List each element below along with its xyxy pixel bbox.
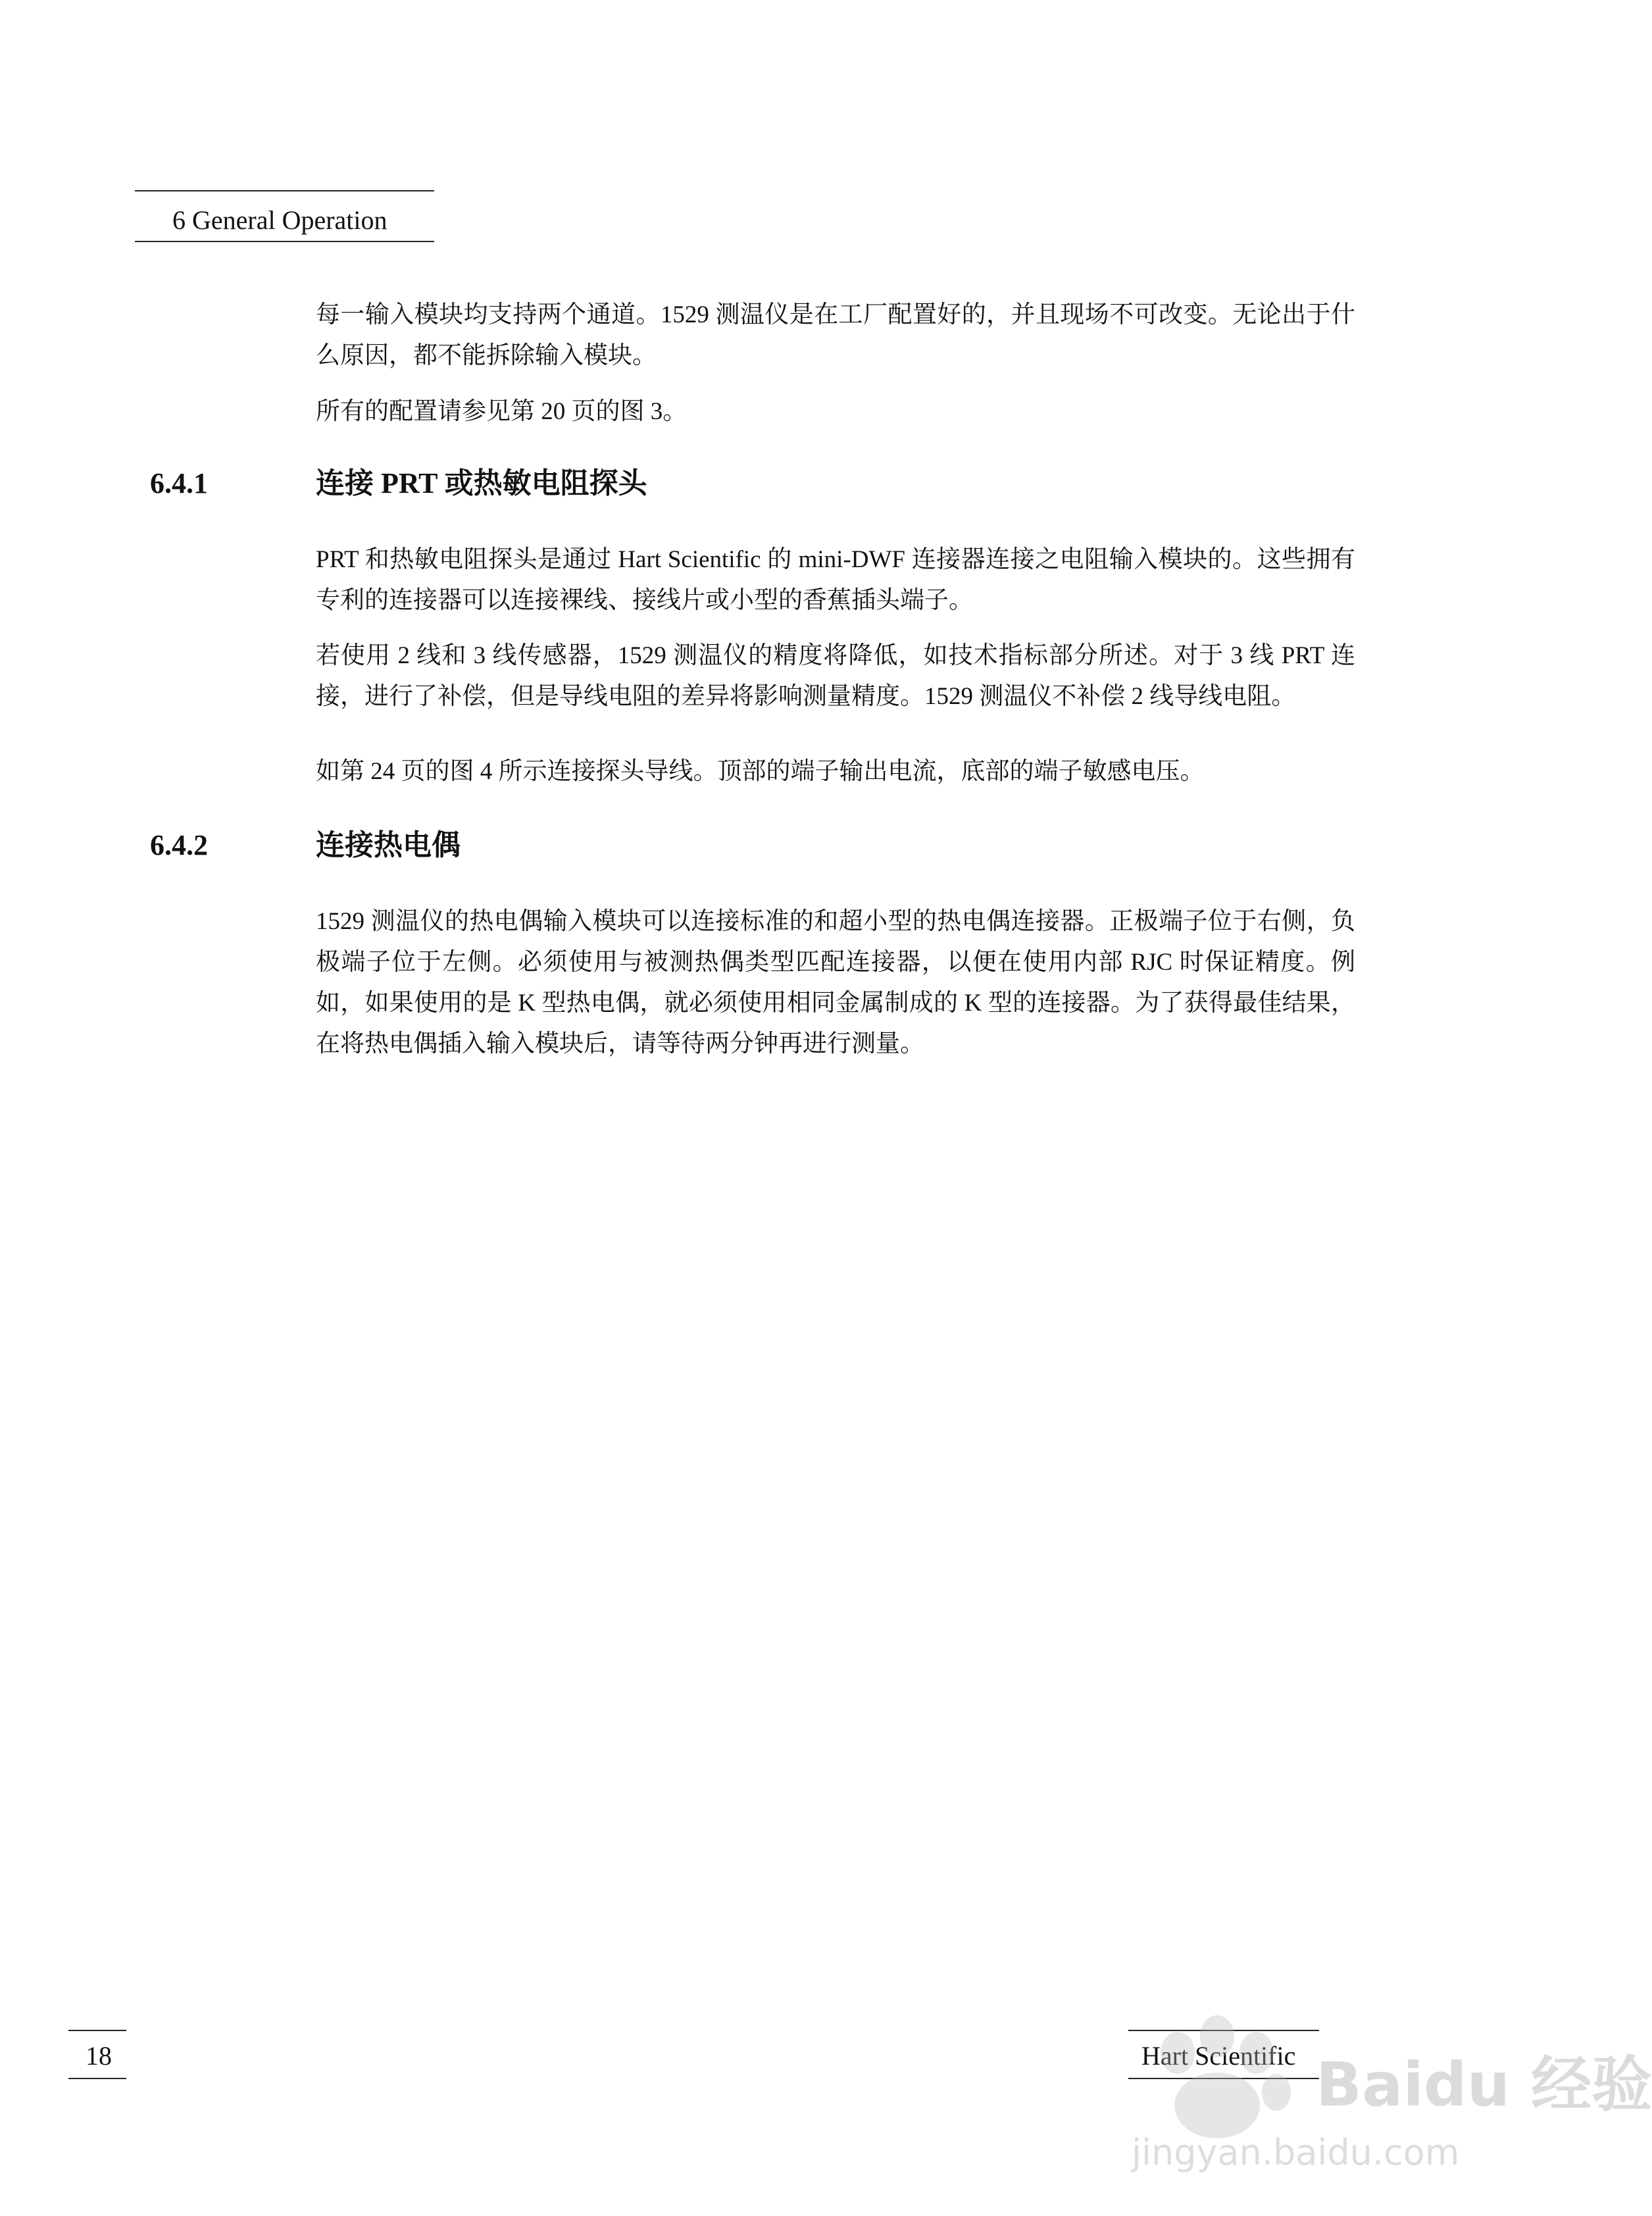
header-bottom-rule [135, 241, 434, 242]
section-641-paragraph-1: PRT 和热敏电阻探头是通过 Hart Scientific 的 mini-DWF 连接器连接之电阻输入模块的。这些拥有专利的连接器可以连接裸线、接线片或小型的香蕉插头端子。 [316, 546, 1355, 614]
footer-right-bottom-rule [1128, 2078, 1319, 2079]
chapter-header: 6 General Operation [172, 205, 388, 235]
paw-icon [1138, 2013, 1309, 2145]
footer-left-top-rule [68, 2030, 126, 2031]
section-number-642: 6.4.2 [150, 829, 208, 861]
section-number-641: 6.4.1 [150, 467, 208, 499]
footer-right-top-rule [1128, 2030, 1319, 2031]
footer-left-bottom-rule [68, 2078, 126, 2079]
footer-company-name: Hart Scientific [1141, 2041, 1296, 2071]
intro-paragraph-1: 每一输入模块均支持两个通道。1529 测温仪是在工厂配置好的，并且现场不可改变。无论出于什么原因，都不能拆除输入模块。 [316, 301, 1355, 369]
section-title-641: 连接 PRT 或热敏电阻探头 [316, 467, 647, 499]
section-642-paragraph-1: 1529 测温仪的热电偶输入模块可以连接标准的和超小型的热电偶连接器。正极端子位于右侧，负极端子位于左侧。必须使用与被测热偶类型匹配连接器，以便在使用内部 RJC 时保证精度。例如，如果使用的是 K 型热电偶，就必须使用相同金属制成的 K 型的连接器。为了获得最佳结果，在将热电偶插入输入模块后，请等待两分钟再进行测量。 [316, 908, 1355, 1057]
baidu-watermark [1118, 2000, 1652, 2191]
section-641-paragraph-3: 如第 24 页的图 4 所示连接探头导线。顶部的端子输出电流，底部的端子敏感电压。 [316, 758, 1205, 785]
intro-paragraph-2: 所有的配置请参见第 20 页的图 3。 [316, 398, 688, 425]
watermark-url: jingyan.baidu.com [1132, 2132, 1460, 2173]
watermark-brand: Baidu 经验 [1316, 2050, 1652, 2120]
page-number: 18 [86, 2041, 112, 2071]
section-641-paragraph-2: 若使用 2 线和 3 线传感器，1529 测温仪的精度将降低，如技术指标部分所述。对于 3 线 PRT 连接，进行了补偿，但是导线电阻的差异将影响测量精度。1529 测温仪不补偿 2 线导线电阻。 [316, 642, 1355, 710]
section-title-642: 连接热电偶 [316, 829, 461, 861]
header-top-rule [135, 190, 434, 191]
